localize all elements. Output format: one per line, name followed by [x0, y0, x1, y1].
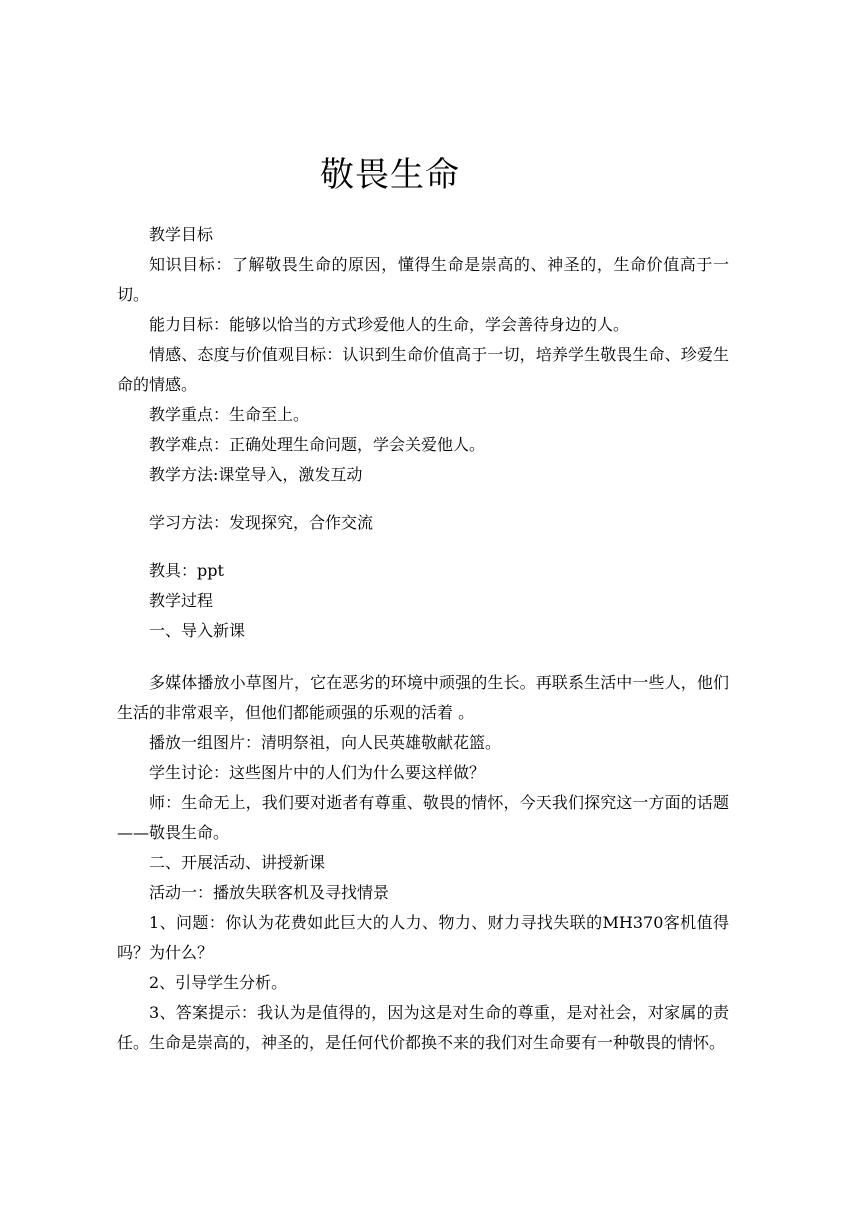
- paragraph-teacher-remark: 师：生命无上，我们要对逝者有尊重、敬畏的情怀，今天我们探究这一方面的话题——敬畏生命。: [117, 793, 729, 842]
- paragraph-teaching-process: 教学过程: [149, 591, 214, 610]
- paragraph-question: 1、问题：你认为花费如此巨大的人力、物力、财力寻找失联的MH370客机值得吗？为什么？: [117, 913, 729, 962]
- paragraph-activity-one: 活动一：播放失联客机及寻找情景: [149, 883, 390, 902]
- paragraph-difficulty: 教学难点：正确处理生命问题，学会关爱他人。: [149, 435, 486, 454]
- paragraph-teaching-goals: 教学目标: [149, 225, 214, 244]
- document-body: [117, 220, 729, 1058]
- section-heading-intro: 一、导入新课: [149, 621, 246, 640]
- paragraph-multimedia-grass: 多媒体播放小草图片，它在恶劣的环境中顽强的生长。再联系生活中一些人，他们生活的非常艰辛，但他们都能顽强的乐观的活着 。: [117, 673, 729, 722]
- document-title: 敬畏生命: [320, 155, 460, 195]
- spacer: [117, 490, 729, 508]
- section-heading-activities: 二、开展活动、讲授新课: [149, 853, 326, 872]
- paragraph-teaching-aids: 教具：ppt: [149, 561, 224, 580]
- paragraph-student-discussion: 学生讨论：这些图片中的人们为什么要这样做？: [149, 763, 486, 782]
- paragraph-key-point: 教学重点：生命至上。: [149, 405, 310, 424]
- paragraph-teaching-method: 教学方法:课堂导入，激发互动: [149, 465, 363, 484]
- paragraph-learning-method: 学习方法：发现探究，合作交流: [149, 513, 374, 532]
- paragraph-emotion-goal: 情感、态度与价值观目标：认识到生命价值高于一切，培养学生敬畏生命、珍爱生命的情感。: [117, 345, 729, 394]
- spacer: [117, 538, 729, 556]
- paragraph-guide-analysis: 2、引导学生分析。: [149, 973, 288, 992]
- paragraph-answer-hint: 3、答案提示：我认为是值得的，因为这是对生命的尊重，是对社会，对家属的责任。生命是崇高的，神圣的，是任何代价都换不来的我们对生命要有一种敬畏的情怀。: [117, 1003, 729, 1052]
- spacer: [117, 646, 729, 668]
- paragraph-knowledge-goal: 知识目标：了解敬畏生命的原因，懂得生命是崇高的、神圣的，生命价值高于一切。: [117, 255, 729, 304]
- paragraph-ability-goal: 能力目标：能够以恰当的方式珍爱他人的生命，学会善待身边的人。: [149, 315, 630, 334]
- paragraph-picture-group: 播放一组图片：清明祭祖，向人民英雄敬献花篮。: [149, 733, 502, 752]
